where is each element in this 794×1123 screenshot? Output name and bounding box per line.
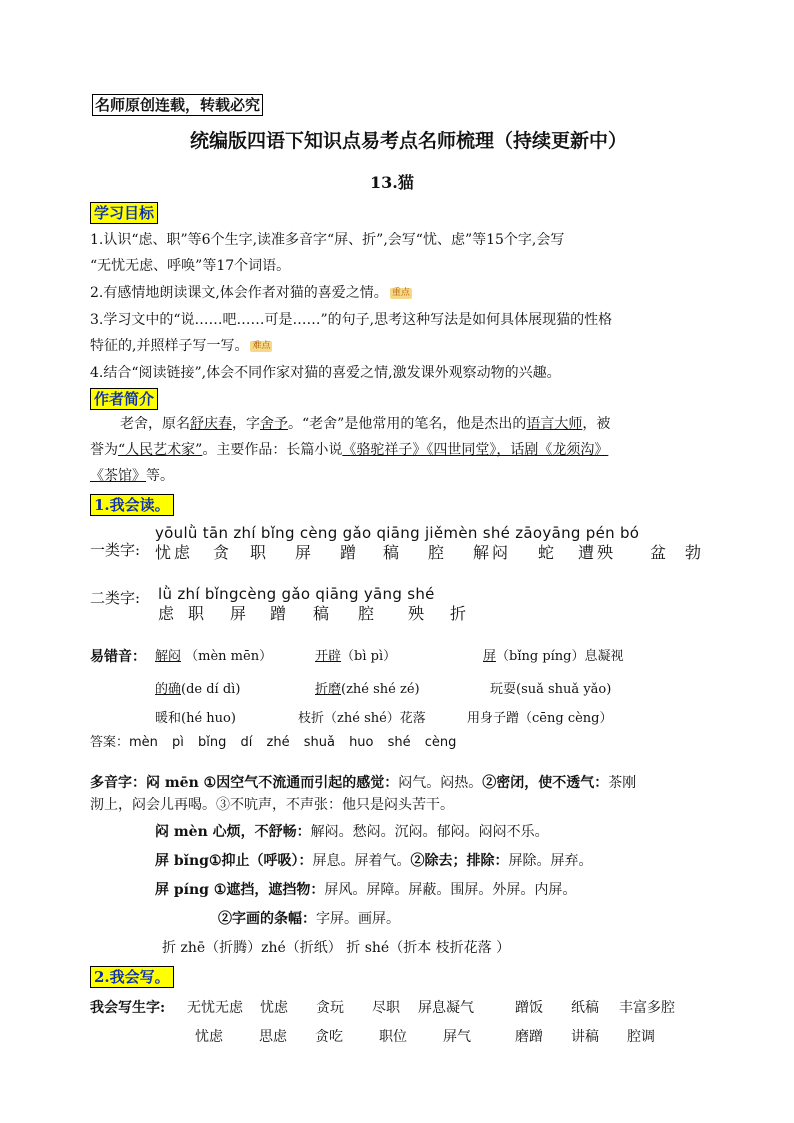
men-definition: 闷 mèn 心烦，不舒畅： bbox=[155, 824, 311, 840]
write-word: 腔调 bbox=[627, 1029, 655, 1045]
original-name: 舒庆春 bbox=[190, 416, 232, 432]
poly-zhe-line: 折 zhē（折腾）zhé（折纸） 折 shé（折本 枝折花落 ） bbox=[162, 940, 511, 956]
goal-2-text: 2.有感情地朗读课文,体会作者对猫的喜爱之情。 bbox=[90, 285, 388, 301]
char: 屏 bbox=[230, 604, 250, 623]
works-list: 《骆驼祥子》《四世同堂》，话剧《龙须沟》 bbox=[342, 442, 609, 458]
write-word: 无忧无虑 bbox=[187, 1000, 243, 1016]
bing-definition-2: ②除去；排除： bbox=[410, 853, 509, 869]
char: 蛇 bbox=[538, 543, 558, 562]
write-word: 纸稿 bbox=[571, 1000, 599, 1016]
char: 蹭 bbox=[340, 543, 360, 562]
char: 职 bbox=[188, 604, 208, 623]
text: 誉为 bbox=[90, 442, 118, 458]
char: 屏 bbox=[295, 543, 315, 562]
char: 解闷 bbox=[473, 543, 512, 562]
ping-definition: 屏 píng ①遮挡，遮挡物： bbox=[155, 882, 325, 898]
text: 等。 bbox=[146, 468, 174, 484]
author-heading: 作者简介 bbox=[90, 388, 158, 410]
men1-definition: 闷 mēn ①因空气不流通而引起的感觉： bbox=[146, 775, 399, 791]
write-row-2 bbox=[187, 1027, 707, 1047]
char: 虑 bbox=[158, 604, 178, 623]
word: 玩耍 bbox=[490, 682, 517, 697]
word: 折磨 bbox=[315, 682, 342, 697]
poly-men-line-3 bbox=[155, 822, 549, 842]
char: 职 bbox=[250, 543, 270, 562]
copyright-notice: 名师原创连载，转载必究 bbox=[92, 94, 263, 116]
category-2-label: 二类字: bbox=[90, 589, 141, 607]
options: (de dí dì) bbox=[181, 682, 241, 697]
word: 开辟 bbox=[315, 649, 342, 664]
bing-definition: 屏 bǐng①抑止（呼吸）： bbox=[155, 853, 313, 869]
confuse-item bbox=[483, 647, 624, 667]
men1-examples: 闷气。闷热。 bbox=[398, 775, 483, 791]
word: 屏 bbox=[483, 649, 497, 664]
ping-examples: 屏风。屏障。屏蔽。围屏。外屏。内屏。 bbox=[324, 882, 577, 898]
write-word: 尽职 bbox=[372, 1000, 400, 1016]
poly-men-line-1 bbox=[90, 773, 636, 793]
char: 腔 bbox=[358, 604, 378, 623]
poly-ping-line-3 bbox=[218, 909, 400, 929]
char: 蹭 bbox=[270, 604, 290, 623]
goal-2 bbox=[90, 283, 412, 303]
ping-definition-2: ②字画的条幅： bbox=[218, 911, 316, 927]
word: 解闷 bbox=[155, 649, 182, 664]
write-word: 贪玩 bbox=[316, 1000, 344, 1016]
lesson-title: 13.猫 bbox=[370, 173, 414, 192]
char: 殃 bbox=[408, 604, 428, 623]
category-1-label: 一类字: bbox=[90, 541, 141, 559]
word: 的确 bbox=[155, 682, 182, 697]
char: 稿 bbox=[313, 604, 333, 623]
word: 暖和 bbox=[155, 711, 182, 726]
page-title: 统编版四语下知识点易考点名师梳理（持续更新中） bbox=[190, 130, 628, 152]
options: （bǐng píng）息凝视 bbox=[496, 649, 624, 664]
poly-label: 多音字： bbox=[90, 775, 146, 791]
language-master: 语言大师 bbox=[526, 416, 583, 432]
confuse-item bbox=[155, 647, 272, 667]
confuse-item bbox=[155, 709, 236, 729]
text: 。“老舍”是他常用的笔名，他是杰出的 bbox=[288, 416, 527, 432]
write-word: 丰富多腔 bbox=[619, 1000, 675, 1016]
write-word: 讲稿 bbox=[571, 1029, 599, 1045]
char: 盆 bbox=[650, 543, 670, 562]
confuse-item bbox=[467, 709, 613, 729]
text: ，字 bbox=[232, 416, 260, 432]
write-word: 忧虑 bbox=[260, 1000, 288, 1016]
confuse-item bbox=[298, 709, 426, 729]
write-word: 屏气 bbox=[443, 1029, 471, 1045]
write-word: 屏息凝气 bbox=[418, 1000, 474, 1016]
write-row-1 bbox=[187, 998, 707, 1018]
write-word: 思虑 bbox=[259, 1029, 287, 1045]
poly-men-line-2: 沏上，闷会儿再喝。③不吭声，不声张：他只是闷头苦干。 bbox=[90, 797, 454, 813]
ping-examples-2: 字屏。画屏。 bbox=[316, 911, 400, 927]
char: 贪 bbox=[213, 543, 233, 562]
goal-3 bbox=[90, 336, 272, 356]
word: 枝折 bbox=[298, 711, 325, 726]
char: 稿 bbox=[383, 543, 403, 562]
write-word: 职位 bbox=[379, 1029, 407, 1045]
word: 用身子蹭 bbox=[467, 711, 520, 726]
text: 。主要作品：长篇小说 bbox=[202, 442, 343, 458]
confuse-item bbox=[315, 647, 396, 667]
men-examples: 解闷。愁闷。沉闷。郁闷。闷闷不乐。 bbox=[310, 824, 549, 840]
men1-definition-2: ②密闭，使不透气： bbox=[482, 775, 609, 791]
goals-heading: 学习目标 bbox=[90, 202, 158, 224]
answer-line bbox=[90, 733, 456, 753]
char: 忧虑 bbox=[155, 543, 194, 562]
peoples-artist: “人民艺术家” bbox=[118, 442, 203, 458]
options: （zhé shé）花落 bbox=[324, 711, 426, 726]
poly-ping-line-1 bbox=[155, 851, 593, 871]
options: （bì pì） bbox=[341, 649, 397, 664]
author-line-2 bbox=[90, 440, 608, 460]
options: (zhé shé zé) bbox=[341, 682, 420, 697]
confuse-item bbox=[315, 680, 420, 700]
options: （mèn mēn） bbox=[185, 649, 273, 664]
options: (hé huo) bbox=[181, 711, 236, 726]
teahouse: 《茶馆》 bbox=[90, 468, 146, 484]
category-2-pinyin: lǜ zhí bǐngcèng gǎo qiāng yāng shé bbox=[158, 585, 435, 603]
write-word: 磨蹭 bbox=[515, 1029, 543, 1045]
category-1-pinyin: yōulǜ tān zhí bǐng cèng gǎo qiāng jiěmèn shé zāoyāng pén bó bbox=[155, 524, 640, 542]
text: ，被 bbox=[582, 416, 611, 432]
read-heading: 1.我会读。 bbox=[90, 494, 174, 516]
char: 勃 bbox=[685, 543, 705, 562]
options: (suǎ shuǎ yǎo) bbox=[516, 682, 612, 697]
char: 腔 bbox=[428, 543, 448, 562]
write-word: 忧虑 bbox=[195, 1029, 223, 1045]
bing-examples: 屏息。屏着气。 bbox=[312, 853, 411, 869]
write-word: 贪吃 bbox=[315, 1029, 343, 1045]
difficulty-badge: 难点 bbox=[252, 340, 271, 351]
men1-examples-2: 茶刚 bbox=[608, 775, 637, 791]
confuse-item bbox=[490, 680, 611, 700]
goal-3-line-2: 特征的,并照样子写一写。 bbox=[90, 338, 249, 354]
goal-4: 4.结合“阅读链接”,体会不同作家对猫的喜爱之情,激发课外观察动物的兴趣。 bbox=[90, 365, 561, 381]
answers: mèn pì bǐng dí zhé shuǎ huo shé cèng bbox=[129, 735, 457, 750]
char: 折 bbox=[450, 604, 470, 623]
text: 老舍，原名 bbox=[120, 416, 190, 432]
poly-ping-line-2 bbox=[155, 880, 576, 900]
courtesy-name: 舍予 bbox=[260, 416, 288, 432]
write-label: 我会写生字: bbox=[90, 1000, 166, 1016]
author-line-1 bbox=[120, 414, 610, 434]
goal-1-line-2: “无忧无虑、呼唤”等17个词语。 bbox=[90, 258, 291, 274]
confuse-item bbox=[155, 680, 240, 700]
options: （cēng cèng） bbox=[519, 711, 613, 726]
char: 遭殃 bbox=[578, 543, 617, 562]
write-heading: 2.我会写。 bbox=[90, 966, 174, 988]
write-word: 蹭饭 bbox=[515, 1000, 543, 1016]
author-line-3 bbox=[90, 466, 174, 486]
confuse-label: 易错音： bbox=[90, 649, 146, 665]
goal-3-line-1: 3.学习文中的“说……吧……可是……”的句子,思考这种写法是如何具体展现猫的性格 bbox=[90, 312, 613, 328]
bing-examples-2: 屏除。屏弃。 bbox=[508, 853, 593, 869]
answer-label: 答案： bbox=[90, 735, 130, 750]
key-point-badge: 重点 bbox=[391, 287, 410, 298]
goal-1-line-1: 1.认识“虑、职”等6个生字,读准多音字“屏、折”,会写“忧、虑”等15个字,会写 bbox=[90, 232, 565, 248]
